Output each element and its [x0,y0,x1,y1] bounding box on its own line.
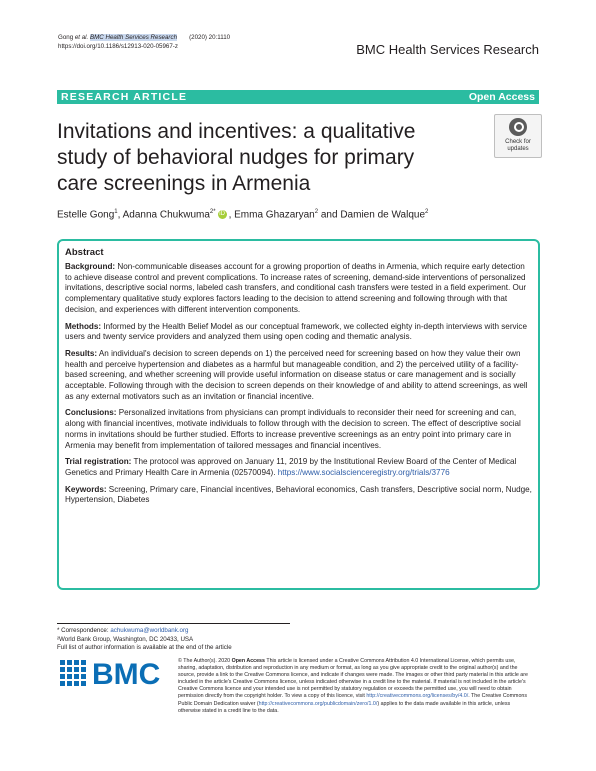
author-separator: and [318,209,341,221]
abstract-heading: Abstract [65,247,104,258]
citation-doi[interactable]: https://doi.org/10.1186/s12913-020-05967-z [58,43,178,50]
conclusions-label: Conclusions: [65,408,117,418]
author-affiliation-sup: 2 [314,209,319,215]
trial-registry-link[interactable]: https://www.socialscienceregistry.org/trials/3776 [277,467,450,477]
results-label: Results: [65,348,98,358]
trial-label: Trial registration: [65,457,132,467]
license-text-2: . The Creative Commons Public Domain Dedication waiver ( [178,693,527,707]
abstract-methods [65,322,532,343]
abstract-conclusions [65,408,532,451]
author-name: Damien de Walque [340,209,426,221]
article-banner [57,90,539,104]
license-text-3: ) applies to the data made available in this article, unless otherwise stated in a credit line to the data. [178,700,511,714]
author-name: Adanna Chukwuma [122,209,210,221]
license-cc0-link[interactable]: http://creativecommons.org/publicdomain/zero/1.0/ [258,700,378,707]
author-list [57,206,428,221]
author-affiliation-sup: 2 [425,209,429,215]
bmc-logo-text: BMC [92,658,161,690]
abstract-results [65,349,532,403]
methods-text: Informed by the Health Belief Model as our conceptual framework, we collected eighty in-depth interviews with service users and twenty service providers and analyzed them using open coding and thematic analysis. [65,321,527,342]
abstract-box [57,239,540,590]
citation-author: Gong [58,34,75,41]
methods-label: Methods: [65,321,102,331]
orcid-icon[interactable]: iD [219,211,225,218]
citation-et-al: et al. [74,34,89,41]
citation-journal-link[interactable]: BMC Health Services Research [90,34,178,41]
journal-name: BMC Health Services Research [356,42,539,57]
citation-block [58,33,230,51]
license-cc-by-link[interactable]: http://creativecommons.org/licenses/by/4.0/ [366,693,469,700]
author-separator: , [117,209,123,221]
bmc-logo [58,654,178,690]
author-name: Estelle Gong [57,209,115,221]
background-label: Background: [65,262,116,271]
license-text-1: This article is licensed under a Creative Commons Attribution 4.0 International License, which permits use, sharing, adaptation, distribution and reproduction in any medium or format, as long as you give appropriate credit to the original author(s) and the source, provide a link to the Creative Commons licence, and indicate if changes were made. The images or other third party material in this article are included in the article's Creative Commons licence, unless indicated otherwise in a credit line to the material. If material is not included in the article's Creative Commons licence and your intended use is not permitted by statutory regulation or exceeds the permitted use, you will need to obtain permission directly from the copyright holder. To view a copy of this licence, visit [178,658,528,700]
citation-line [58,33,230,42]
bmc-logo-mark [60,660,86,686]
background-text: Non-communicable diseases account for a growing proportion of deaths in Armenia, which require early detection to achieve disease control and prevent complications. To increase rates of screening, demand-side interventions of personalized invitations, descriptive social norms, labeled cash transfers, and conditional cash transfers were tested in a field experiment. Our complementary qualitative study explores factors leading to the decision to attend screening and following through with that decision, and experiences with different intervention components. [65,262,527,314]
badge-label-line2: updates [507,146,529,152]
affiliation-line: ²World Bank Group, Washington, DC 20433, USA [57,635,194,643]
author-affiliation-sup: 1 [114,209,118,215]
correspondence-line [57,627,232,636]
abstract-trial-registration [65,457,532,478]
license-open-access: Open Access [231,658,265,664]
citation-year-volume: (2020) 20:1110 [189,34,231,41]
article-title: Invitations and incentives: a qualitative study of behavioral nudges for primary care screenings in Armenia [57,120,416,195]
footnote-divider [57,623,290,624]
check-updates-icon [509,118,527,136]
conclusions-text: Personalized invitations from physicians can prompt individuals to reconsider their need for screening and can, along with financial incentives, motivate individuals to follow through with the decision to screen. The effect of descriptive social norms in invitations should be further studied. Efforts to increase preventive screenings as an entry point into primary care in Armenia may benefit from implementation of tailored messages and financial incentives. [65,408,521,450]
abstract-background [65,262,532,316]
license-prefix: © The Author(s). 2020 [178,658,232,664]
abstract-keywords [65,485,532,506]
correspondence-email-link[interactable]: achukwuma@worldbank.org [110,627,189,634]
open-access-label: Open Access [468,91,535,103]
check-for-updates-badge[interactable] [494,114,542,158]
author-name: Emma Ghazaryan [234,209,315,221]
license-statement [178,658,532,715]
badge-label-line1: Check for [505,139,531,145]
full-list-note: Full list of author information is available at the end of the article [57,644,232,651]
article-type-label: RESEARCH ARTICLE [61,91,188,103]
keywords-label: Keywords: [65,484,107,494]
correspondence-label: * Correspondence: [57,627,111,634]
trial-text: The protocol was approved on January 11, 2019 by the Institutional Review Board of the Center of Medical Genetics and Primary Health Care in Armenia (02570094). [65,457,517,477]
results-text: An individual's decision to screen depends on 1) the perceived need for screening based on how they value their own health and perceive hypertension and diabetes as a harmful but manageable condition, and 2) the perceived utility of a facility-based screening, and whether screening will provide useful information on disease status or care management and is socially acceptable. Following through with the decision to screen depends on their knowledge of and ability to attend screenings, as well as any external motivators such as an invitation or financial incentive. [65,348,528,401]
footnotes [57,627,232,653]
author-separator: , [228,209,235,221]
author-affiliation-sup: 2* [209,209,216,215]
keywords-text: Screening, Primary care, Financial incentives, Behavioral economics, Cash transfers, Descriptive social norm, Nudge, Hypertension, Diabetes [65,484,532,505]
